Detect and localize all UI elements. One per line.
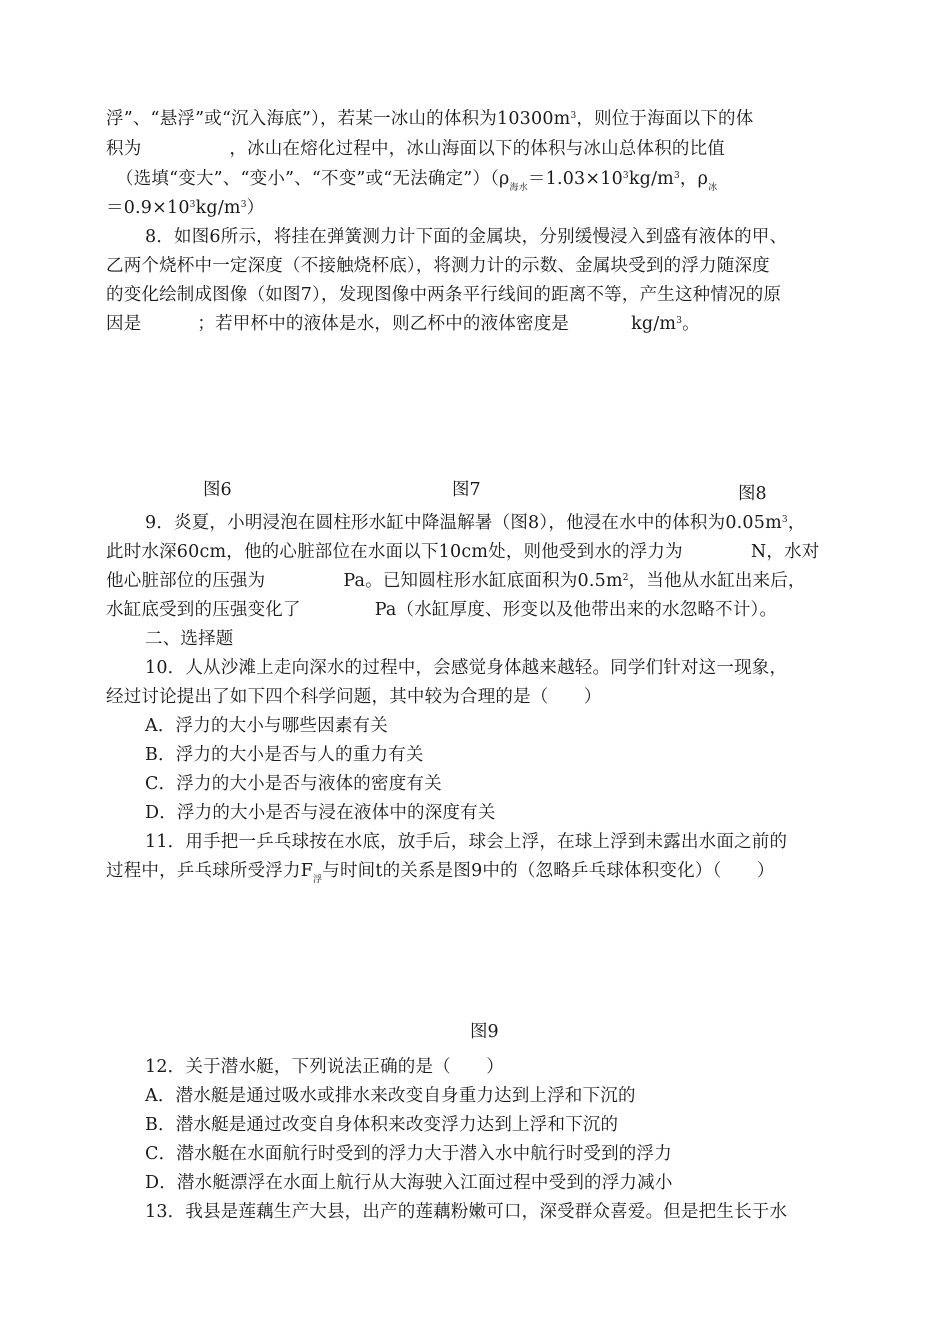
figure-6-7-8-area [106,340,848,475]
figure-8-caption: 图8 [738,484,767,504]
figure-6-caption: 图6 [203,480,232,500]
q7-line-3-a: （选填“变大”、“变小”、“不变”或“无法确定”）（ρ [116,169,510,189]
q7-line-3 [106,167,848,194]
figure-9-area [106,890,848,1010]
q10-line-2: 经过讨论提出了如下四个科学问题，其中较为合理的是（ ） [106,687,602,707]
q8-line-3: 的变化绘制成图像（如图7），发现图像中两条平行线间的距离不等，产生这种情况的原 [106,285,782,305]
q7-line-3-sup-2: 3 [673,171,680,181]
q9-line-1-a: 9．炎夏，小明浸泡在圆柱形水缸中降温解暑（图8），他浸在水中的体积为0.05m [145,513,782,533]
q7-line-3-e: ，ρ [679,169,709,189]
q7-line-4-b: kg/m [195,198,241,218]
q7-line-2-b: ，冰山在熔化过程中，冰山海面以下的体积与冰山总体积的比值 [229,139,726,159]
q7-line-4-c: ） [246,198,265,218]
q7-line-3-sub-ice: 冰 [708,183,718,193]
q7-line-2-a: 积为 [106,139,142,159]
q9-line-3-sup: 2 [622,573,629,583]
q7-line-3-sup-1: 3 [622,171,629,181]
q12-option-c[interactable]: C．潜水艇在水面航行时受到的浮力大于潜入水中航行时受到的浮力 [145,1144,672,1164]
q11-line-2-sub: 浮 [313,875,323,885]
q9-line-3-b: Pa。已知圆柱形水缸底面积为0.5m [343,571,623,591]
q10-line-1: 10．人从沙滩上走向深水的过程中，会感觉身体越来越轻。同学们针对这一现象， [145,658,788,678]
q8-line-4-sup: 3 [676,316,683,326]
section-2-heading: 二、选择题 [145,629,234,649]
q8-line-4 [106,312,848,339]
q7-line-1 [106,107,848,134]
q7-line-3-sub-seawater: 海水 [509,183,528,193]
q7-line-1-sup: 3 [570,111,577,121]
q7-line-3-b: ＝1.03×10 [527,169,623,189]
q11-line-2-b: 与时间t的关系是图9中的（忽略乒乓球体积变化）（ ） [322,861,775,881]
q12-line-1: 12．关于潜水艇，下列说法正确的是（ ） [145,1057,504,1077]
q7-line-2 [106,137,848,161]
q9-line-3-c: ，当他从水缸出来后， [628,571,806,591]
q7-line-4 [106,196,848,223]
q7-line-4-sup-2: 3 [240,200,247,210]
q8-line-4-a: 因是 [106,314,142,334]
q7-line-1-text: 浮”、“悬浮”或“沉入海底”），若某一冰山的体积为10300m [106,109,571,129]
q9-line-1-b: ， [787,513,806,533]
q8-line-2: 乙两个烧杯中一定深度（不接触烧杯底），将测力计的示数、金属块受到的浮力随深度 [106,256,770,276]
q12-option-d[interactable]: D．潜水艇漂浮在水面上航行从大海驶入江面过程中受到的浮力减小 [145,1173,673,1193]
q9-line-3 [106,569,848,596]
figure-9-caption: 图9 [470,1022,499,1042]
q10-option-a[interactable]: A．浮力的大小与哪些因素有关 [145,716,388,736]
q10-option-d[interactable]: D．浮力的大小是否与浸在液体中的深度有关 [145,803,496,823]
q9-line-4-b: Pa（水缸厚度、形变以及他带出来的水忽略不计）。 [374,600,778,620]
q7-line-1-end: ，则位于海面以下的体 [576,109,754,129]
q10-option-b[interactable]: B．浮力的大小是否与人的重力有关 [145,745,424,765]
q9-line-4-a: 水缸底受到的压强变化了 [106,600,301,620]
q11-line-2-a: 过程中，乒乓球所受浮力F [106,861,314,881]
q7-line-4-a: ＝0.9×10 [106,198,190,218]
q12-option-a[interactable]: A．潜水艇是通过吸水或排水来改变自身重力达到上浮和下沉的 [145,1086,636,1106]
q9-line-2 [106,540,848,564]
q9-line-2-a: 此时水深60cm，他的心脏部位在水面以下10cm处，则他受到水的浮力为 [106,542,683,562]
q9-line-1-sup: 3 [781,515,788,525]
q8-line-4-c: kg/m [631,314,677,334]
q8-line-1: 8．如图6所示，将挂在弹簧测力计下面的金属块，分别缓慢浸入到盛有液体的甲、 [145,227,788,247]
q8-line-4-b: ；若甲杯中的液体是水，则乙杯中的液体密度是 [197,314,570,334]
q11-line-2 [106,859,848,886]
q7-line-4-sup-1: 3 [189,200,196,210]
q7-line-3-d: /m [651,169,674,189]
q12-option-b[interactable]: B．潜水艇是通过改变自身体积来改变浮力达到上浮和下沉的 [145,1115,619,1135]
q9-line-2-b: N，水对 [750,542,820,562]
q8-line-4-d: 。 [682,314,700,334]
q9-line-4 [106,598,848,622]
q9-line-1 [145,511,848,538]
figure-7-caption: 图7 [452,480,481,500]
q13-line-1: 13．我县是莲藕生产大县，出产的莲藕粉嫩可口，深受群众喜爱。但是把生长于水 [145,1202,788,1222]
q11-line-1: 11．用手把一乒乓球按在水底，放手后，球会上浮，在球上浮到未露出水面之前的 [145,832,788,852]
q9-line-3-a: 他心脏部位的压强为 [106,571,266,591]
q7-line-3-c: kg [628,169,652,189]
q10-option-c[interactable]: C．浮力的大小是否与液体的密度有关 [145,774,442,794]
